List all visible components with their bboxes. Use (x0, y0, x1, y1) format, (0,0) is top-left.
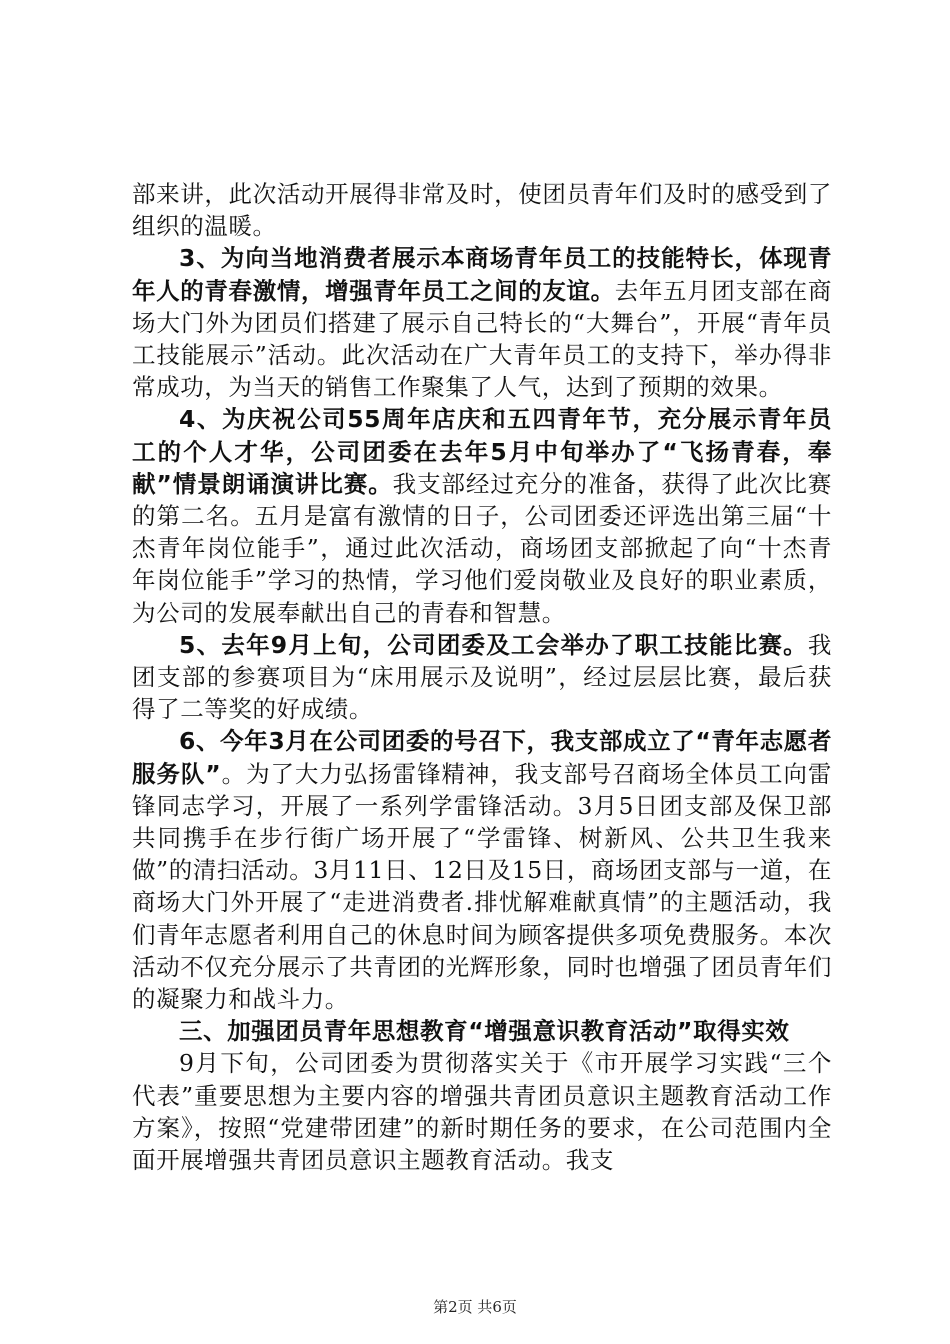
page-footer (0, 1296, 950, 1317)
item-6-text: 。为了大力弘扬雷锋精神，我支部号召商场全体员工向雷锋同志学习，开展了一系列学雷锋活动。3月5日团支部及保卫部共同携手在步行街广场开展了“学雷锋、树新风、公共卫生我来做”的清扫活动。3月11日、12日及15日，商场团支部与一道，在商场大门外开展了“走进消费者.排忧解难献真情”的主题活动，我们青年志愿者利用自己的休息时间为顾客提供多项免费服务。本次活动不仅充分展示了共青团的光辉形象，同时也增强了团员青年们的凝聚力和战斗力。 (132, 759, 832, 1014)
document-body (132, 178, 832, 1176)
item-6-heading: 6、今年3月在公司团委的号召下，我支部成立了“青年志愿者服务队” (132, 727, 832, 788)
paragraph-item-3 (132, 242, 832, 403)
section-heading-3: 三、加强团员青年思想教育“增强意识教育活动”取得实效 (179, 1017, 790, 1046)
item-3-heading: 3、为向当地消费者展示本商场青年员工的技能特长，体现青年人的青春激情，增强青年员工之间的友谊。 (132, 244, 832, 305)
item-3-text: 去年五月团支部在商场大门外为团员们搭建了展示自己特长的“大舞台”，开展“青年员工技能展示”活动。此次活动在广大青年员工的支持下，举办得非常成功，为当天的销售工作聚集了人气，达到了预期的效果。 (132, 276, 832, 402)
paragraph-item-6 (132, 725, 832, 1015)
item-5-text: 我团支部的参赛项目为“床用展示及说明”，经过层层比赛，最后获得了二等奖的好成绩。 (132, 630, 832, 724)
item-4-heading: 4、为庆祝公司55周年店庆和五四青年节，充分展示青年员工的个人才华，公司团委在去年5月中旬举办了“飞扬青春，奉献”情景朗诵演讲比赛。 (132, 405, 832, 498)
item-4-text: 我支部经过充分的准备，获得了此次比赛的第二名。五月是富有激情的日子，公司团委还评选出第三届“十杰青年岗位能手”，通过此次活动，商场团支部掀起了向“十杰青年岗位能手”学习的热情，学习他们爱岗敬业及良好的职业素质，为公司的发展奉献出自己的青春和智慧。 (132, 469, 832, 627)
item-5-heading: 5、去年9月上旬，公司团委及工会举办了职工技能比赛。 (179, 630, 808, 659)
paragraph-item-4 (132, 403, 832, 628)
paragraph-section-3: 9月下旬，公司团委为贯彻落实关于《市开展学习实践“三个代表”重要思想为主要内容的增强共青团员意识主题教育活动工作方案》，按照“党建带团建”的新时期任务的要求，在公司范围内全面开展增强共青团员意识主题教育活动。我支 (132, 1049, 832, 1175)
page-number-label: 第2页 共6页 (433, 1298, 517, 1316)
paragraph-continuation: 部来讲，此次活动开展得非常及时，使团员青年们及时的感受到了组织的温暖。 (132, 180, 832, 241)
paragraph-item-5 (132, 629, 832, 726)
